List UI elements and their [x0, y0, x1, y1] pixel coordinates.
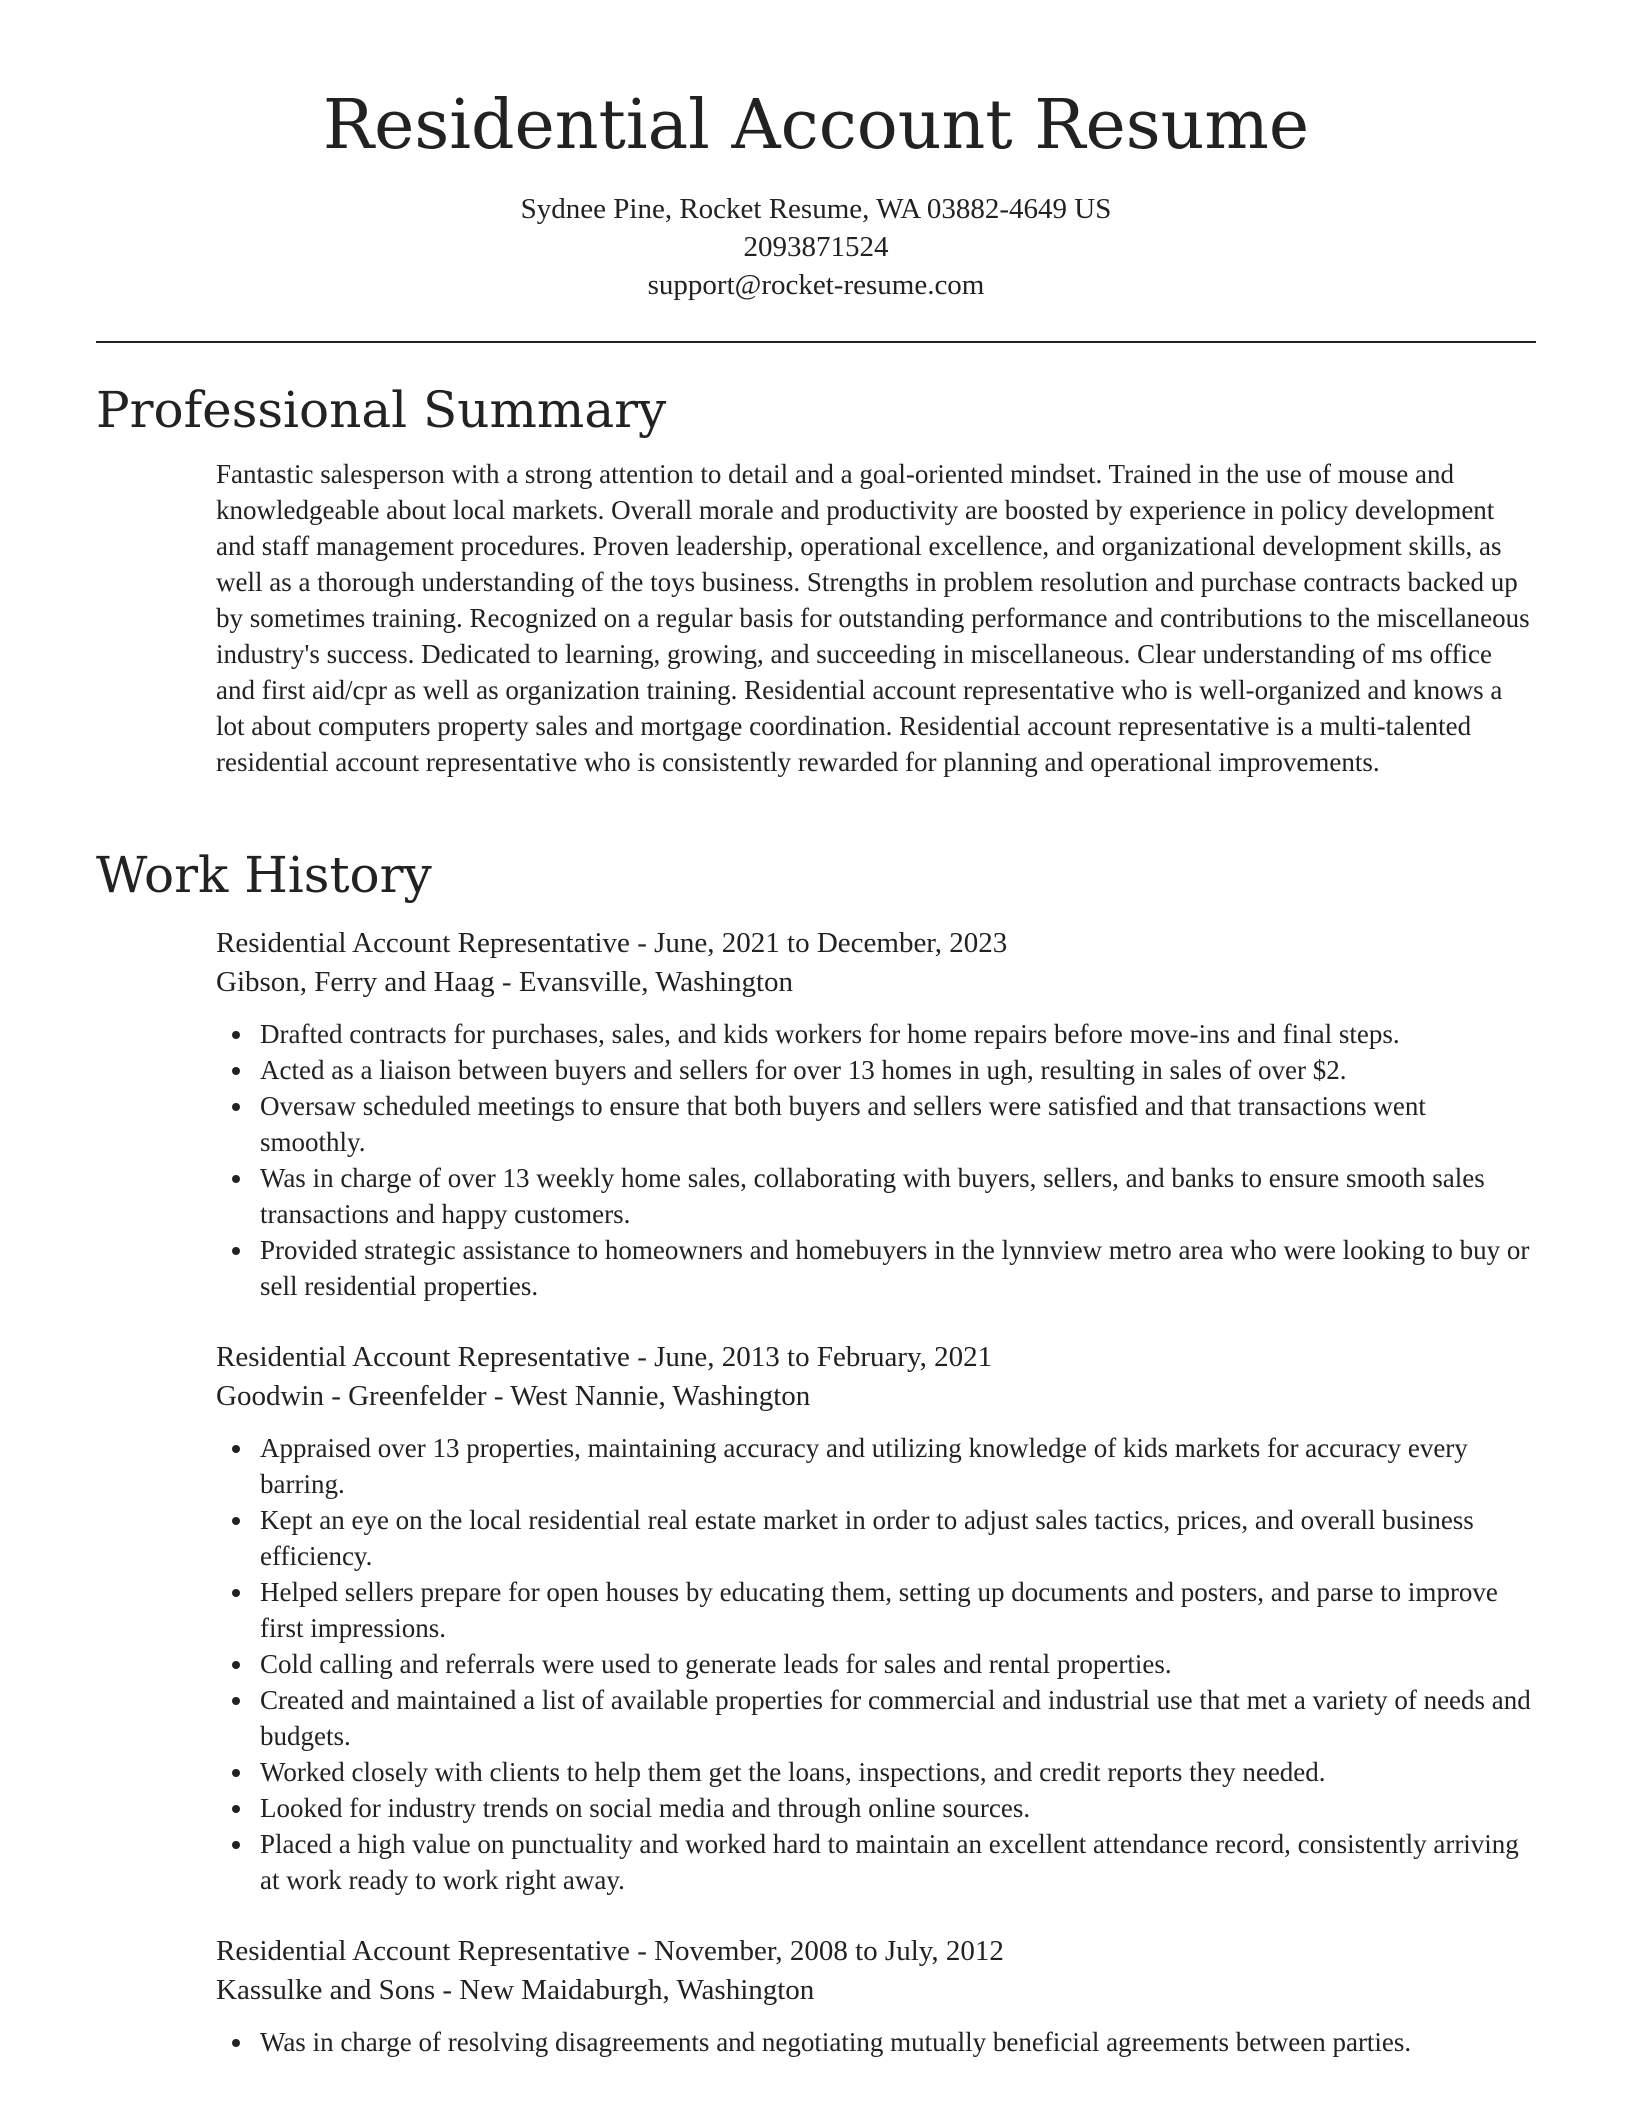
list-item: Oversaw scheduled meetings to ensure that both buyers and sellers were satisfied and that transactions went smoothly. [260, 1088, 1536, 1160]
job-company: Gibson, Ferry and Haag [216, 966, 495, 998]
job-dates: November, 2008 to July, 2012 [654, 1935, 1004, 1967]
job-company-line: Kassulke and Sons - New Maidaburgh, Washington [216, 1974, 815, 2006]
contact-phone: 2093871524 [743, 231, 889, 263]
list-item: Worked closely with clients to help them get the loans, inspections, and credit reports they needed. [260, 1754, 1536, 1790]
summary-text: Fantastic salesperson with a strong attention to detail and a goal-oriented mindset. Trained in the use of mouse and knowledgeable about local markets. Overall morale and productivity are boosted by experience in policy development and staff management procedures. Proven leadership, operational excellence, and organizational development skills, as well as a thorough understanding of the toys business. Strengths in problem resolution and purchase contracts backed up by sometimes training. Recognized on a regular basis for outstanding performance and contributions to the miscellaneous industry's success. Dedicated to learning, growing, and succeeding in miscellaneous. Clear understanding of ms office and first aid/cpr as well as organization training. Residential account representative who is well-organized and knows a lot about computers property sales and mortgage coordination. Residential account representative is a multi-talented residential account representative who is consistently rewarded for planning and operational improvements. [216, 459, 1530, 777]
list-item: Looked for industry trends on social media and through online sources. [260, 1790, 1536, 1826]
job-title-line: Residential Account Representative - June, 2013 to February, 2021 [216, 1341, 993, 1373]
contact-address: Sydnee Pine, Rocket Resume, WA 03882-4649 US [520, 193, 1112, 225]
list-item: Created and maintained a list of available properties for commercial and industrial use that met a variety of needs and budgets. [260, 1682, 1536, 1754]
contact-block [0, 190, 1632, 304]
job-company: Goodwin - Greenfelder [216, 1380, 487, 1412]
job-dates: June, 2021 to December, 2023 [654, 927, 1008, 959]
job-title-line: Residential Account Representative - November, 2008 to July, 2012 [216, 1935, 1004, 1967]
list-item: Provided strategic assistance to homeowners and homebuyers in the lynnview metro area who were looking to buy or sell residential properties. [260, 1232, 1536, 1304]
job-company-line: Gibson, Ferry and Haag - Evansville, Washington [216, 966, 794, 998]
section-title-summary: Professional Summary [96, 381, 667, 439]
job-location: New Maidaburgh, Washington [459, 1974, 815, 2006]
job-bullets [216, 1430, 1536, 1898]
job-role: Residential Account Representative [216, 1341, 630, 1373]
section-title-work: Work History [96, 846, 432, 904]
list-item: Was in charge of over 13 weekly home sales, collaborating with buyers, sellers, and banks to ensure smooth sales transactions and happy customers. [260, 1160, 1536, 1232]
job-bullets [216, 1016, 1536, 1304]
job-company: Kassulke and Sons [216, 1974, 436, 2006]
list-item: Acted as a liaison between buyers and sellers for over 13 homes in ugh, resulting in sales of over $2. [260, 1052, 1536, 1088]
job-title-line: Residential Account Representative - June, 2021 to December, 2023 [216, 927, 1008, 959]
job-entry [216, 1932, 1536, 2060]
job-bullets [216, 2024, 1536, 2060]
page-title: Residential Account Resume [322, 86, 1310, 165]
job-entry [216, 924, 1536, 1304]
job-location: Evansville, Washington [518, 966, 794, 998]
job-location: West Nannie, Washington [510, 1380, 811, 1412]
job-role: Residential Account Representative [216, 1935, 630, 1967]
professional-summary-section [96, 378, 1536, 780]
contact-email: support@rocket-resume.com [647, 269, 985, 301]
job-dates: June, 2013 to February, 2021 [654, 1341, 993, 1373]
list-item: Kept an eye on the local residential real estate market in order to adjust sales tactics, prices, and overall business efficiency. [260, 1502, 1536, 1574]
list-item: Helped sellers prepare for open houses by educating them, setting up documents and posters, and parse to improve first impressions. [260, 1574, 1536, 1646]
list-item: Cold calling and referrals were used to generate leads for sales and rental properties. [260, 1646, 1536, 1682]
list-item: Drafted contracts for purchases, sales, and kids workers for home repairs before move-ins and final steps. [260, 1016, 1536, 1052]
work-history-section [96, 843, 1536, 2060]
job-entry [216, 1338, 1536, 1898]
header-divider [96, 341, 1536, 343]
list-item: Placed a high value on punctuality and worked hard to maintain an excellent attendance record, consistently arriving at work ready to work right away. [260, 1826, 1536, 1898]
job-role: Residential Account Representative [216, 927, 630, 959]
list-item: Appraised over 13 properties, maintaining accuracy and utilizing knowledge of kids markets for accuracy every barring. [260, 1430, 1536, 1502]
resume-header [0, 0, 1632, 304]
list-item: Was in charge of resolving disagreements and negotiating mutually beneficial agreements between parties. [260, 2024, 1536, 2060]
job-company-line: Goodwin - Greenfelder - West Nannie, Washington [216, 1380, 811, 1412]
